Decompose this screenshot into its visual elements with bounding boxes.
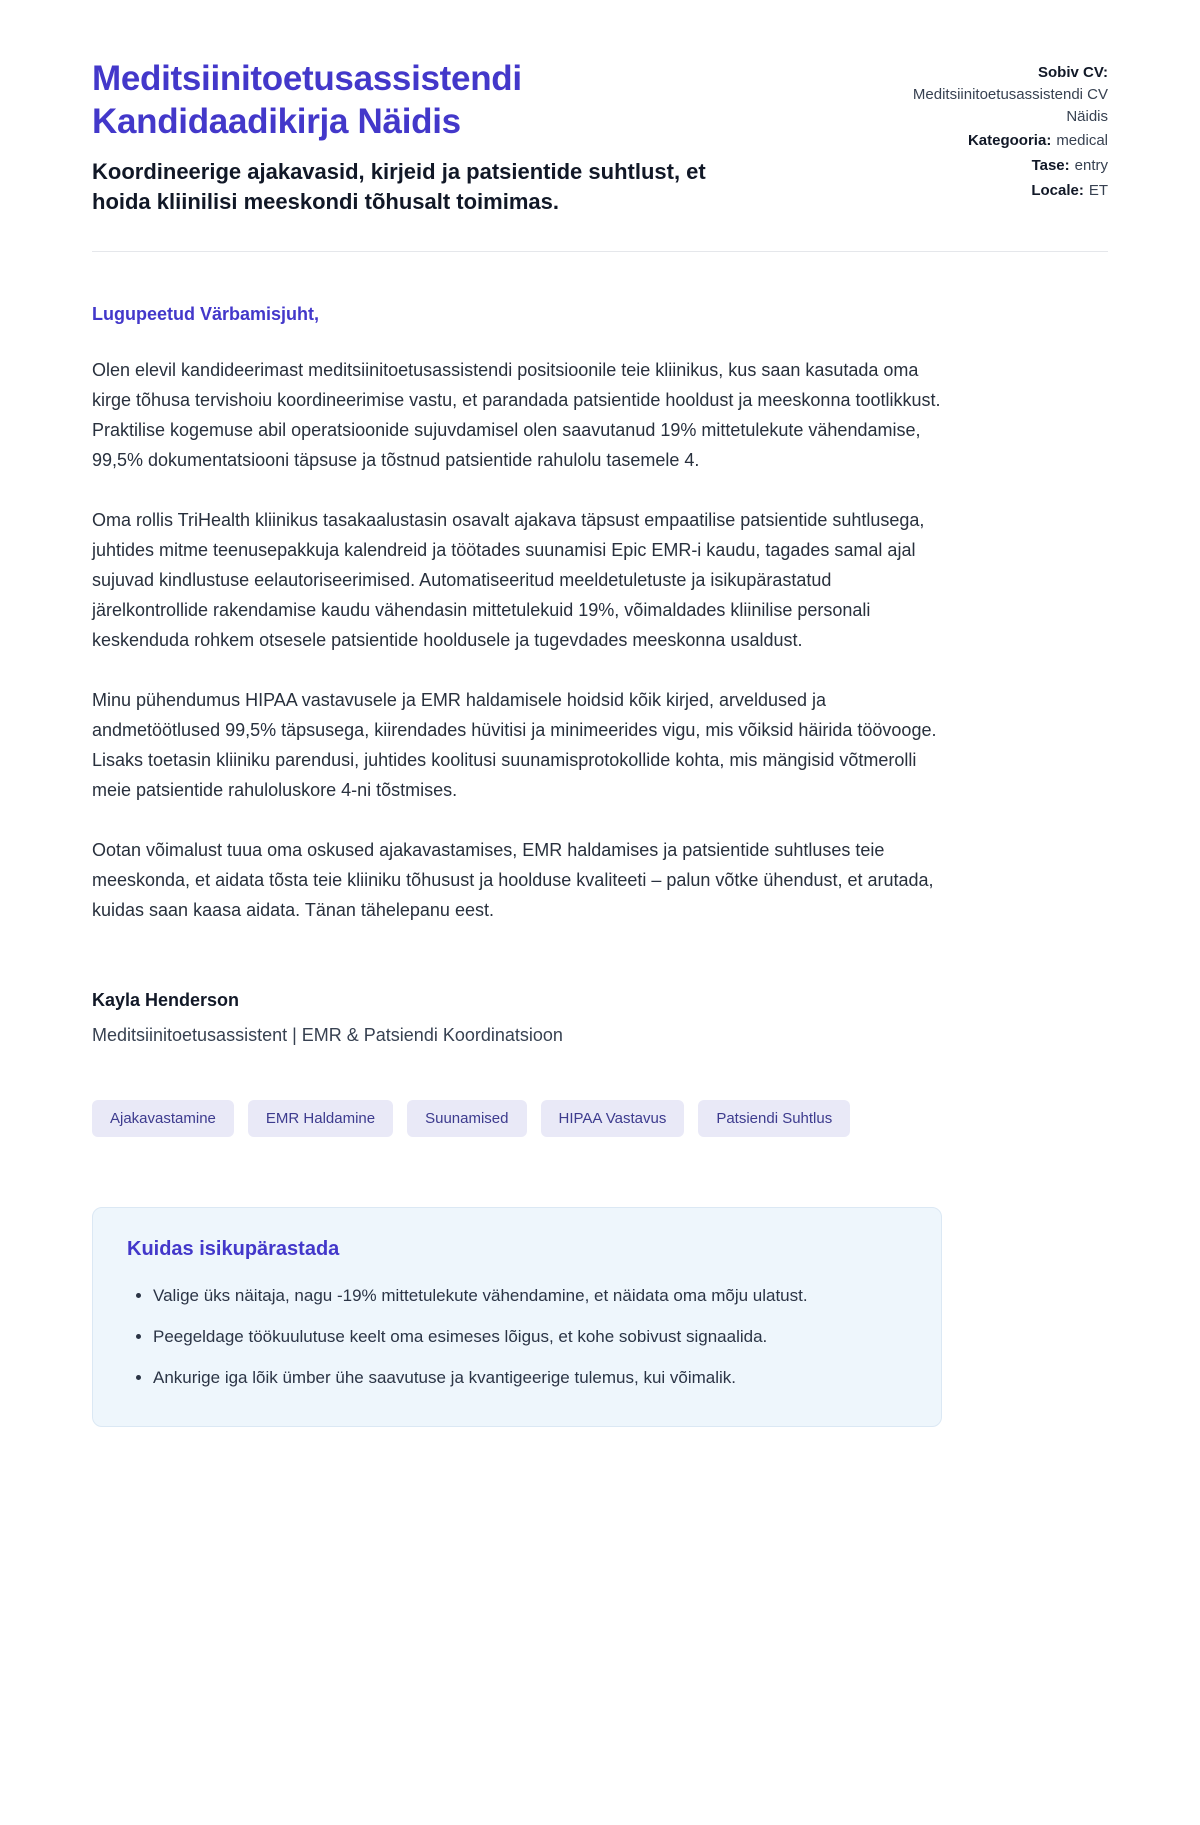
meta-category-label: Kategooria: [967,132,1052,150]
tip-item: • Ankurige iga lõik ümber ühe saavutuse ja kvantigeerige tulemus, kui võimalik. [153,1365,907,1391]
tips-list [127,1283,907,1392]
tips-heading: Kuidas isikupärastada [127,1237,340,1260]
personalization-tips-box [92,1207,942,1427]
meta-row-category [868,130,1108,152]
signature-block [92,990,942,1046]
meta-panel [868,58,1108,217]
tip-item: • Peegeldage töökuulutuse keelt oma esimeses lõigus, et kohe sobivust signaalida. [153,1324,907,1350]
letter-salutation: Lugupeetud Värbamisjuht, [92,303,320,324]
meta-row-cv [868,62,1108,127]
skill-tag: EMR Haldamine [248,1100,393,1137]
letter-paragraph: Minu pühendumus HIPAA vastavusele ja EMR haldamisele hoidsid kõik kirjed, arveldused ja andmetöötlused 99,5% täpsusega, kiirendades hüvitisi ja minimeerides vigu, mis võiksid häirida töövooge. Lisaks toetasin kliiniku parendusi, juhtides koolitusi suunamisprotokollide kohta, mis mängisid võtmerolli meie patsientide rahuloluskore 4-ni tõstmises. [92,690,937,801]
tip-item: • Valige üks näitaja, nagu -19% mittetulekute vähendamine, et näidata oma mõju ulatust. [153,1283,907,1309]
header [92,58,1108,217]
skill-tag: Ajakavastamine [92,1100,234,1137]
signature-name: Kayla Henderson [92,989,240,1010]
meta-row-level [868,155,1108,177]
page-subtitle: Koordineerige ajakavasid, kirjeid ja patsientide suhtlust, et hoida kliinilisi meeskondi tõhusalt toimimas. [92,159,706,215]
letter-paragraph: Olen elevil kandideerimast meditsiinitoetusassistendi positsioonile teie kliinikus, kus saan kasutada oma kirge tõhusa tervishoiu koordineerimise vastu, et parandada patsientide hooldust ja meeskonna tootlikkust. Praktilise kogemuse abil operatsioonide sujuvdamisel olen saavutanud 19% mittetulekute vähendamise, 99,5% dokumentatsiooni täpsuse ja tõstnud patsientide rahulolu tasemele 4. [92,359,941,470]
meta-category-value: medical [1056,132,1108,150]
meta-cv-value: Meditsiinitoetusassistendi CV Näidis [912,85,1108,125]
letter-paragraph: Oma rollis TriHealth kliinikus tasakaalustasin osavalt ajakava täpsust empaatilise patsientide suhtlusega, juhtides mitme teenusepakkuja kalendreid ja töötades suunamisi Epic EMR-i kaudu, tagades samal ajal sujuvad kindlustuse eelautoriseerimised. Automatiseeritud meeldetuletuste ja isikupärastatud järelkontrollide rakendamise kaudu vähendasin mittetulekuid 19%, võimaldades kliinilise personali keskenduda rohkem otsesele patsientide hooldusele ja tugevdades meeskonna usaldust. [92,509,925,651]
meta-level-label: Tase: [1031,157,1070,174]
skill-tag: HIPAA Vastavus [541,1100,685,1137]
meta-locale-value: ET [1088,181,1108,199]
skill-tag: Patsiendi Suhtlus [698,1100,850,1137]
signature-title: Meditsiinitoetusassistent | EMR & Patsiendi Koordinatsioon [92,1024,563,1045]
skill-tag: Suunamised [407,1100,526,1137]
meta-level-value: entry [1074,157,1108,174]
letter-body [92,252,942,1427]
meta-locale-label: Locale: [1031,181,1084,199]
meta-cv-label: Sobiv CV: [1037,64,1108,81]
header-left [92,58,732,217]
letter-paragraph: Ootan võimalust tuua oma oskused ajakavastamises, EMR haldamises ja patsientide suhtluses teie meeskonda, et aidata tõsta teie kliiniku tõhusust ja hoolduse kvaliteeti – palun võtke ühendust, et arutada, kuidas saan kaasa aidata. Tänan tähelepanu eest. [92,840,934,921]
page-title: Meditsiinitoetusassistendi Kandidaadikirja Näidis [92,59,522,141]
meta-row-locale [868,180,1108,202]
skill-tags [92,1100,942,1137]
page-container [92,0,1108,1427]
